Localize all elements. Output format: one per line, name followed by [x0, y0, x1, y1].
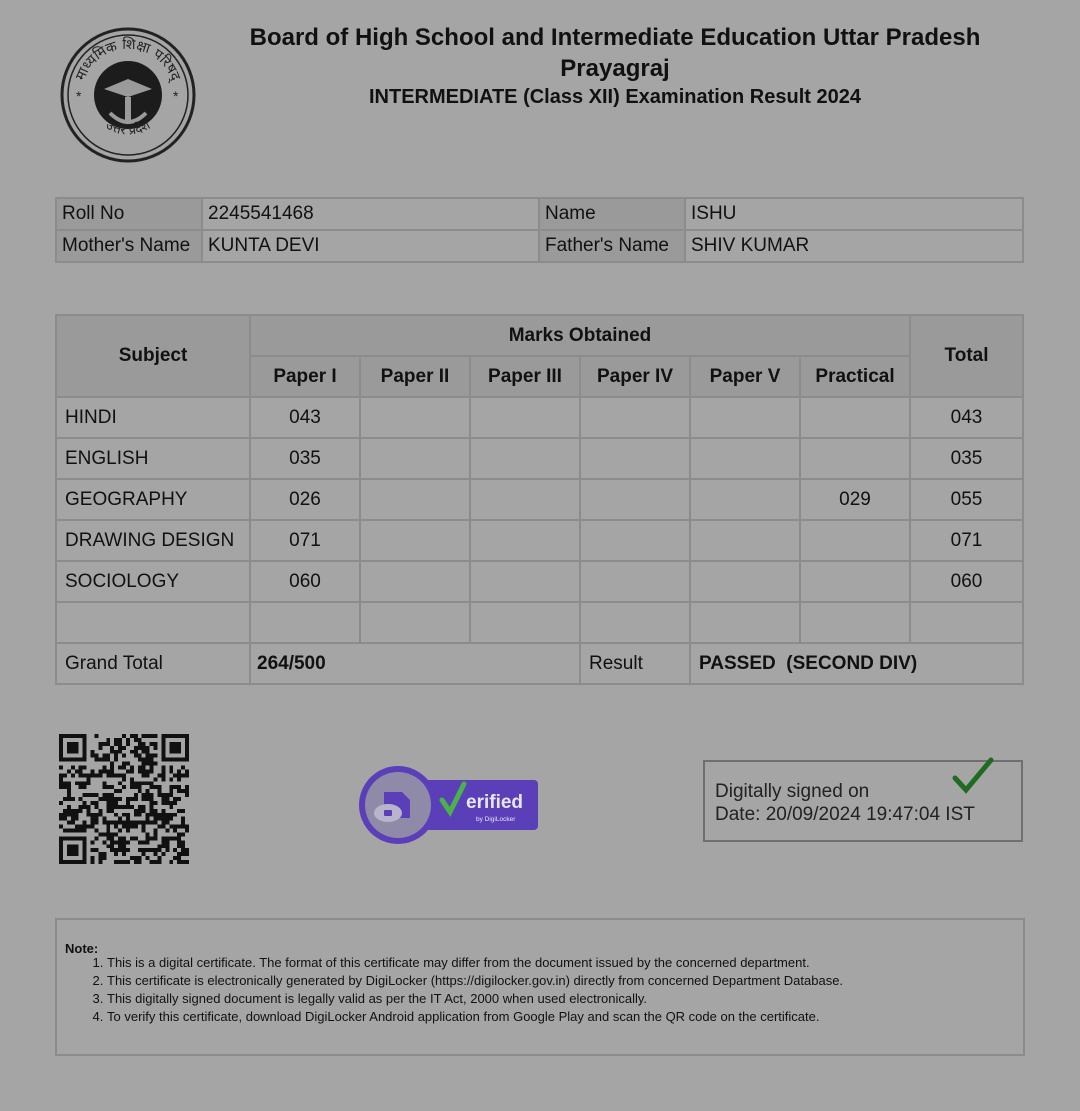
paper-1-cell: 043	[250, 397, 360, 438]
paper-5-cell	[690, 520, 800, 561]
roll-no-value: 2245541468	[202, 198, 539, 230]
total-header: Total	[910, 315, 1023, 397]
verified-word: erified	[466, 792, 524, 813]
exam-title: INTERMEDIATE (Class XII) Examination Result 2024	[369, 86, 861, 108]
qr-code	[58, 734, 190, 864]
paper-5-cell	[690, 479, 800, 520]
svg-text:माध्यमिक शिक्षा परिषद्: माध्यमिक शिक्षा परिषद्	[72, 36, 184, 83]
paper-1-cell: 026	[250, 479, 360, 520]
name-label: Name	[539, 198, 685, 230]
signed-date: Date: 20/09/2024 19:47:04 IST	[715, 804, 975, 825]
grand-total-value: 264/500	[250, 643, 580, 684]
paper-1-cell: 071	[250, 520, 360, 561]
up-board-seal	[60, 27, 196, 163]
note-item: 4. To verify this certificate, download DigiLocker Android application from Google Play and scan the QR code on the certificate.	[107, 1008, 1027, 1026]
paper-4-cell	[580, 438, 690, 479]
paper-2-cell	[360, 438, 470, 479]
svg-text:*: *	[173, 88, 179, 104]
note-title: Note:	[65, 941, 99, 956]
paper-3-cell	[470, 520, 580, 561]
paper-1-cell: 035	[250, 438, 360, 479]
subject-cell: ENGLISH	[56, 438, 250, 479]
paper-2-cell	[360, 561, 470, 602]
table-row	[56, 438, 1023, 479]
subject-cell: GEOGRAPHY	[56, 479, 250, 520]
note-box	[55, 918, 1025, 1056]
marks-obtained-header: Marks Obtained	[250, 315, 910, 356]
board-city: Prayagraj	[560, 55, 670, 82]
digital-signature-box	[703, 760, 1023, 842]
digilocker-subtext: by DigiLocker	[476, 816, 516, 823]
subject-cell: SOCIOLOGY	[56, 561, 250, 602]
practical-cell: 029	[800, 479, 910, 520]
student-info-table	[55, 197, 1024, 263]
paper-5-cell	[690, 397, 800, 438]
practical-header: Practical	[800, 356, 910, 397]
paper-2-cell	[360, 479, 470, 520]
result-value: PASSED (SECOND DIV)	[690, 643, 1023, 684]
father-name-label: Father's Name	[539, 230, 685, 262]
marks-table	[55, 314, 1024, 685]
paper-4-header: Paper IV	[580, 356, 690, 397]
paper-1-header: Paper I	[250, 356, 360, 397]
roll-no-label: Roll No	[56, 198, 202, 230]
paper-3-header: Paper III	[470, 356, 580, 397]
grand-total-label: Grand Total	[56, 643, 250, 684]
note-item: 1. This is a digital certificate. The format of this certificate may differ from the document issued by the concerned department.	[107, 954, 1027, 972]
name-value: ISHU	[685, 198, 1023, 230]
paper-4-cell	[580, 479, 690, 520]
paper-3-cell	[470, 479, 580, 520]
paper-2-cell	[360, 397, 470, 438]
paper-3-cell	[470, 438, 580, 479]
paper-3-cell	[470, 397, 580, 438]
subject-header: Subject	[56, 315, 250, 397]
practical-cell	[800, 561, 910, 602]
paper-5-header: Paper V	[690, 356, 800, 397]
note-item: 2. This certificate is electronically generated by DigiLocker (https://digilocker.gov.in) directly from concerned Department Database.	[107, 972, 1027, 990]
practical-cell	[800, 438, 910, 479]
father-name-value: SHIV KUMAR	[685, 230, 1023, 262]
digilocker-verified-badge	[358, 766, 542, 844]
checkmark-icon	[951, 756, 995, 796]
board-title: Board of High School and Intermediate Education Uttar Pradesh	[249, 24, 981, 51]
total-cell: 071	[910, 520, 1023, 561]
total-cell: 060	[910, 561, 1023, 602]
result-label: Result	[580, 643, 690, 684]
paper-4-cell	[580, 397, 690, 438]
subject-cell: DRAWING DESIGN	[56, 520, 250, 561]
grand-total-row	[56, 643, 1023, 684]
table-row	[56, 561, 1023, 602]
svg-text:*: *	[76, 88, 82, 104]
practical-cell	[800, 397, 910, 438]
total-cell: 035	[910, 438, 1023, 479]
table-row	[56, 397, 1023, 438]
mother-name-label: Mother's Name	[56, 230, 202, 262]
paper-1-cell: 060	[250, 561, 360, 602]
total-cell: 055	[910, 479, 1023, 520]
note-item: 3. This digitally signed document is legally valid as per the IT Act, 2000 when used electronically.	[107, 990, 1027, 1008]
paper-5-cell	[690, 561, 800, 602]
paper-5-cell	[690, 438, 800, 479]
empty-row	[56, 602, 1023, 643]
paper-2-header: Paper II	[360, 356, 470, 397]
total-cell: 043	[910, 397, 1023, 438]
note-list	[87, 954, 1027, 1026]
paper-4-cell	[580, 561, 690, 602]
paper-3-cell	[470, 561, 580, 602]
practical-cell	[800, 520, 910, 561]
digitally-signed-label: Digitally signed on	[715, 781, 870, 802]
table-row	[56, 479, 1023, 520]
paper-2-cell	[360, 520, 470, 561]
table-row	[56, 520, 1023, 561]
paper-4-cell	[580, 520, 690, 561]
svg-text:उत्तर प्रदेश: उत्तर प्रदेश	[102, 117, 153, 139]
mother-name-value: KUNTA DEVI	[202, 230, 539, 262]
subject-cell: HINDI	[56, 397, 250, 438]
